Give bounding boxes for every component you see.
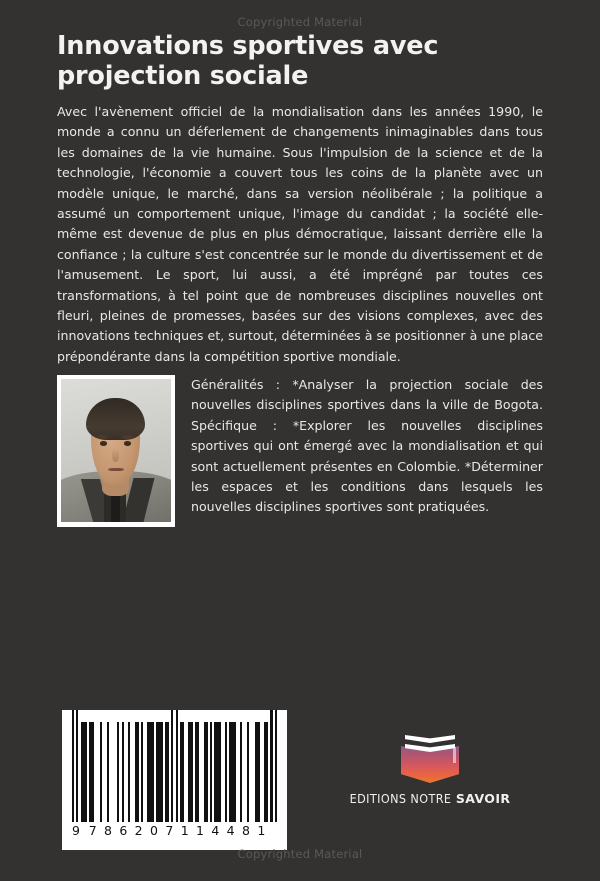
barcode-digit: 2 xyxy=(134,823,143,838)
book-logo-page-top xyxy=(405,735,455,743)
portrait-eye-right xyxy=(124,441,132,446)
barcode-digit: 1 xyxy=(180,823,189,838)
barcode-digit: 4 xyxy=(226,823,235,838)
author-portrait-photo xyxy=(61,379,171,522)
book-logo-spine xyxy=(453,747,456,763)
portrait-eyebrow-left xyxy=(97,435,108,439)
barcode-digit: 8 xyxy=(104,823,112,838)
copyright-watermark-top: Copyrighted Material xyxy=(237,15,363,29)
barcode-digit: 0 xyxy=(150,823,158,838)
page-title: Innovations sportives avec projection sociale xyxy=(57,31,439,91)
barcode-digits-left xyxy=(85,823,177,838)
portrait-eyebrow-right xyxy=(122,435,133,439)
barcode-digit: 4 xyxy=(211,823,220,838)
barcode-digit: 6 xyxy=(119,823,128,838)
publisher-name xyxy=(340,791,520,806)
open-book-logo xyxy=(399,735,461,783)
barcode-digit: 1 xyxy=(196,823,204,838)
barcode-digits-right xyxy=(177,823,269,838)
publisher-name-light: EDITIONS NOTRE xyxy=(349,791,452,806)
portrait-eye-left xyxy=(100,441,108,446)
portrait-tie xyxy=(111,492,121,522)
publisher-block xyxy=(340,735,520,806)
author-photo-frame xyxy=(57,375,175,527)
author-section xyxy=(57,375,543,527)
copyright-watermark-bottom: Copyrighted Material xyxy=(237,847,363,861)
portrait-nose xyxy=(112,448,120,462)
barcode-digit: 8 xyxy=(242,823,250,838)
barcode-digit-lead: 9 xyxy=(72,823,80,838)
barcode-digit: 1 xyxy=(257,823,266,838)
book-description-paragraph: Avec l'avènement officiel de la mondialisation dans les années 1990, le monde a connu un déferlement de changements inimaginables dans tous les domaines de la vie humaine. Sous l'impulsion de la science et de la technologie, l'économie a couvert tous les coins de la planète avec un modèle unique, le marché, dans sa version néolibérale ; la politique a assumé un comportement unique, l'image du candidat ; la société elle-même est devenue de plus en plus démocratique, laissant derrière elle la confiance ; la culture s'est concentrée sur le monde du divertissement et de l'amusement. Le sport, lui aussi, a été imprégné par toutes ces transformations, à tel point que de nombreuses disciplines nouvelles ont fleuri, pleines de promesses, basées sur des visions complexes, avec des innovations techniques et, surtout, déterminées à se positionner à une place prépondérante dans la compétition sportive mondiale. xyxy=(57,104,543,364)
author-summary-paragraph: Généralités : *Analyser la projection sociale des nouvelles disciplines sportives dans la ville de Bogota. Spécifique : *Explorer les nouvelles disciplines sportives qui ont émergé avec la mondialisation et qui sont actuellement présentes en Colombie. *Déterminer les espaces et les conditions dans lesquels les nouvelles disciplines sportives sont pratiquées. xyxy=(191,377,543,515)
barcode-digit: 7 xyxy=(165,823,174,838)
barcode-digits xyxy=(72,823,277,838)
publisher-name-bold: SAVOIR xyxy=(455,791,511,806)
ean13-barcode xyxy=(62,710,287,850)
barcode-digit: 7 xyxy=(88,823,97,838)
barcode-bars xyxy=(72,722,277,822)
